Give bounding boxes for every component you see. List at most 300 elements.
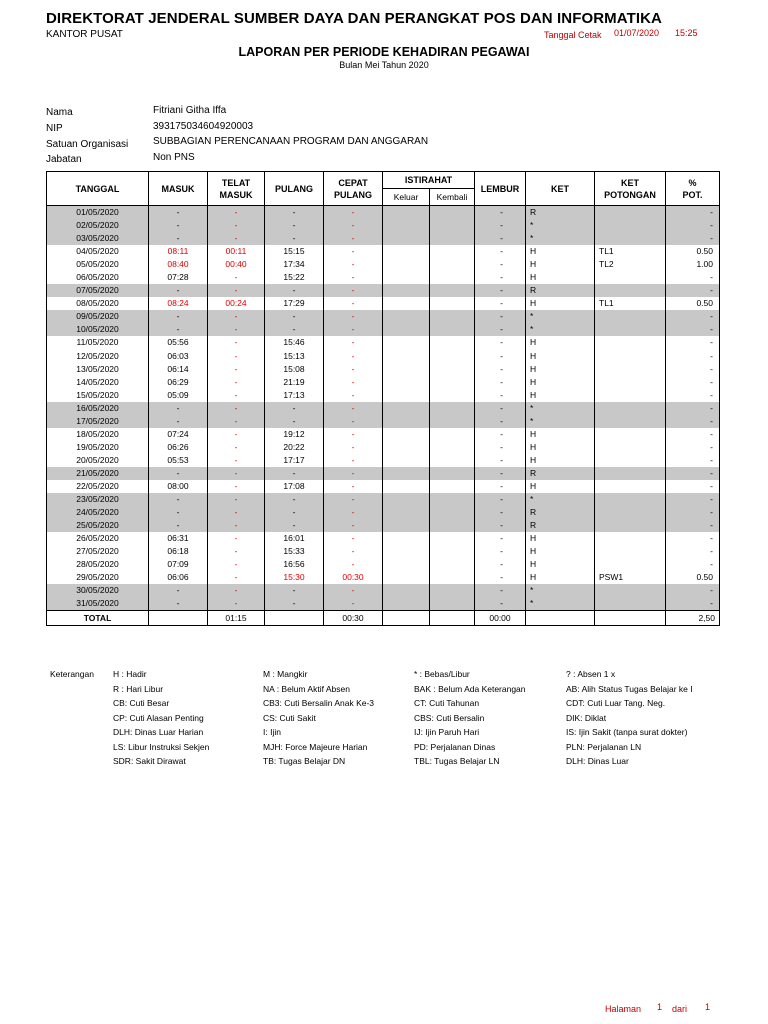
cell-ket: H: [526, 297, 595, 310]
cell-lembur: -: [475, 558, 526, 571]
cell-cepat: -: [324, 271, 383, 284]
cell-kembali: [430, 584, 475, 597]
cell-keluar: [383, 519, 430, 532]
cell-ket: H: [526, 245, 595, 258]
legend-item: PLN: Perjalanan LN: [566, 741, 642, 752]
cell-cepat: -: [324, 363, 383, 376]
legend-item: H : Hadir: [113, 669, 147, 679]
cell-lembur: -: [475, 506, 526, 519]
cell-cepat: -: [324, 519, 383, 532]
cell-kembali: [430, 571, 475, 584]
cell-cepat: -: [324, 297, 383, 310]
cell-masuk: -: [149, 323, 208, 336]
cell-keluar: [383, 232, 430, 245]
legend-item: * : Bebas/Libur: [414, 669, 470, 679]
cell-telat: -: [208, 454, 265, 467]
cell-keluar: [383, 545, 430, 558]
cell-date: 13/05/2020: [47, 363, 149, 376]
cell-lembur: -: [475, 532, 526, 545]
cell-pulang: -: [265, 597, 324, 611]
cell-pulang: 17:08: [265, 480, 324, 493]
cell-ket-potongan: [595, 402, 666, 415]
page-label: Halaman: [605, 1004, 642, 1014]
cell-kembali: [430, 376, 475, 389]
cell-ket: *: [526, 310, 595, 323]
cell-lembur: -: [475, 571, 526, 584]
cell-pot: -: [666, 219, 720, 232]
header-pot: [666, 172, 720, 206]
cell-pot: -: [666, 428, 720, 441]
cell-lembur: -: [475, 363, 526, 376]
total-pot: 2,50: [666, 611, 720, 626]
cell-pulang: -: [265, 415, 324, 428]
cell-date: 06/05/2020: [47, 271, 149, 284]
cell-date: 15/05/2020: [47, 389, 149, 402]
legend-item: ? : Absen 1 x: [566, 669, 616, 679]
cell-ket-potongan: [595, 376, 666, 389]
cell-pulang: 20:22: [265, 441, 324, 454]
cell-keluar: [383, 493, 430, 506]
total-kembali: [430, 611, 475, 626]
cell-lembur: -: [475, 271, 526, 284]
cell-pulang: 15:08: [265, 363, 324, 376]
cell-date: 03/05/2020: [47, 232, 149, 245]
cell-telat: -: [208, 376, 265, 389]
legend-title: Keterangan: [50, 669, 94, 679]
cell-pulang: -: [265, 506, 324, 519]
legend-item: R : Hari Libur: [113, 683, 164, 694]
cell-telat: -: [208, 323, 265, 336]
cell-kembali: [430, 363, 475, 376]
cell-pot: -: [666, 336, 720, 349]
cell-kembali: [430, 258, 475, 271]
legend-item: IJ: Ijin Paruh Hari: [414, 727, 480, 737]
cell-pulang: 15:13: [265, 350, 324, 363]
total-label: TOTAL: [47, 611, 149, 626]
cell-ket-potongan: TL1: [595, 245, 666, 258]
cell-ket: H: [526, 258, 595, 271]
legend-item: CP: Cuti Alasan Penting: [113, 712, 204, 723]
cell-keluar: [383, 571, 430, 584]
cell-ket-potongan: [595, 558, 666, 571]
cell-masuk: -: [149, 597, 208, 611]
cell-ket: R: [526, 284, 595, 297]
cell-pot: -: [666, 323, 720, 336]
cell-ket: H: [526, 558, 595, 571]
cell-masuk: 08:11: [149, 245, 208, 258]
cell-keluar: [383, 350, 430, 363]
cell-masuk: 06:26: [149, 441, 208, 454]
cell-lembur: -: [475, 258, 526, 271]
cell-ket: H: [526, 532, 595, 545]
cell-kembali: [430, 480, 475, 493]
cell-ket-potongan: [595, 584, 666, 597]
header-telat-masuk: TELAT MASUK: [208, 172, 265, 206]
cell-pot: -: [666, 271, 720, 284]
cell-masuk: 07:24: [149, 428, 208, 441]
cell-cepat: -: [324, 493, 383, 506]
table-row: [47, 506, 720, 519]
cell-ket-potongan: TL1: [595, 297, 666, 310]
cell-pot: -: [666, 376, 720, 389]
print-date-label: Tanggal Cetak: [544, 30, 602, 40]
cell-keluar: [383, 389, 430, 402]
cell-pot: -: [666, 402, 720, 415]
legend-item: M : Mangkir: [263, 669, 308, 679]
cell-telat: -: [208, 441, 265, 454]
cell-lembur: -: [475, 206, 526, 220]
legend-item: DLH: Dinas Luar Harian: [113, 727, 204, 737]
cell-kembali: [430, 271, 475, 284]
cell-masuk: 05:09: [149, 389, 208, 402]
cell-masuk: -: [149, 415, 208, 428]
cell-keluar: [383, 336, 430, 349]
table-row: [47, 532, 720, 545]
cell-cepat: -: [324, 415, 383, 428]
cell-cepat: -: [324, 441, 383, 454]
cell-pulang: 15:46: [265, 336, 324, 349]
cell-telat: -: [208, 350, 265, 363]
cell-pulang: -: [265, 402, 324, 415]
cell-pot: -: [666, 415, 720, 428]
cell-ket-potongan: [595, 545, 666, 558]
cell-keluar: [383, 363, 430, 376]
cell-ket-potongan: [595, 519, 666, 532]
cell-lembur: -: [475, 297, 526, 310]
page-number: 1: [657, 1002, 663, 1012]
cell-telat: -: [208, 402, 265, 415]
office-name: KANTOR PUSAT: [46, 29, 123, 40]
cell-keluar: [383, 206, 430, 220]
cell-pulang: -: [265, 206, 324, 220]
legend-item: CS: Cuti Sakit: [263, 712, 316, 723]
cell-pulang: 17:34: [265, 258, 324, 271]
cell-masuk: -: [149, 284, 208, 297]
legend-item: CDT: Cuti Luar Tang. Neg.: [566, 698, 666, 708]
total-masuk: [149, 611, 208, 626]
cell-masuk: 07:09: [149, 558, 208, 571]
total-keluar: [383, 611, 430, 626]
cell-ket: *: [526, 597, 595, 611]
cell-keluar: [383, 219, 430, 232]
cell-pulang: -: [265, 310, 324, 323]
cell-date: 25/05/2020: [47, 519, 149, 532]
table-row: [47, 363, 720, 376]
employee-position: Non PNS: [153, 152, 195, 163]
legend-item: I: Ijin: [263, 727, 281, 737]
cell-masuk: -: [149, 219, 208, 232]
print-time: 15:25: [675, 28, 698, 38]
cell-masuk: 08:40: [149, 258, 208, 271]
cell-pulang: -: [265, 219, 324, 232]
cell-keluar: [383, 558, 430, 571]
cell-lembur: -: [475, 389, 526, 402]
cell-cepat: -: [324, 545, 383, 558]
cell-pot: -: [666, 532, 720, 545]
legend-item: LS: Libur Instruksi Sekjen: [113, 741, 210, 752]
cell-ket: H: [526, 389, 595, 402]
header-pot-label: POT.: [682, 189, 703, 200]
org-title: DIREKTORAT JENDERAL SUMBER DAYA DAN PERANGKAT POS DAN INFORMATIKA: [46, 10, 662, 27]
cell-pot: -: [666, 584, 720, 597]
page-total: 1: [705, 1002, 711, 1012]
legend-item: PD: Perjalanan Dinas: [414, 741, 496, 752]
cell-pot: -: [666, 206, 720, 220]
cell-keluar: [383, 467, 430, 480]
cell-date: 09/05/2020: [47, 310, 149, 323]
cell-pulang: -: [265, 519, 324, 532]
cell-date: 18/05/2020: [47, 428, 149, 441]
table-row: [47, 519, 720, 532]
cell-lembur: -: [475, 284, 526, 297]
total-cepat: 00:30: [324, 611, 383, 626]
table-row: [47, 350, 720, 363]
header-pulang: PULANG: [265, 172, 324, 206]
cell-pulang: 16:01: [265, 532, 324, 545]
cell-lembur: -: [475, 402, 526, 415]
table-row: [47, 389, 720, 402]
cell-kembali: [430, 441, 475, 454]
cell-cepat: -: [324, 584, 383, 597]
cell-telat: -: [208, 232, 265, 245]
legend-item: DIK: Diklat: [566, 712, 607, 723]
cell-keluar: [383, 402, 430, 415]
cell-cepat: -: [324, 389, 383, 402]
cell-date: 12/05/2020: [47, 350, 149, 363]
cell-telat: -: [208, 415, 265, 428]
cell-kembali: [430, 558, 475, 571]
cell-masuk: 06:31: [149, 532, 208, 545]
cell-telat: -: [208, 532, 265, 545]
cell-ket: H: [526, 441, 595, 454]
cell-telat: 00:40: [208, 258, 265, 271]
cell-pulang: 15:30: [265, 571, 324, 584]
cell-cepat: -: [324, 258, 383, 271]
cell-cepat: -: [324, 558, 383, 571]
cell-telat: 00:24: [208, 297, 265, 310]
cell-kembali: [430, 493, 475, 506]
cell-kembali: [430, 323, 475, 336]
table-row: [47, 245, 720, 258]
cell-keluar: [383, 271, 430, 284]
cell-masuk: -: [149, 232, 208, 245]
table-row: [47, 454, 720, 467]
cell-keluar: [383, 258, 430, 271]
header-kembali: Kembali: [430, 189, 475, 206]
cell-lembur: -: [475, 584, 526, 597]
legend-item: AB: Alih Status Tugas Belajar ke I: [566, 683, 693, 694]
header-pot-percent: %: [688, 177, 697, 188]
legend-item: TBL: Tugas Belajar LN: [414, 756, 500, 766]
cell-ket-potongan: [595, 454, 666, 467]
cell-keluar: [383, 506, 430, 519]
employee-name-label: Nama: [46, 107, 73, 118]
table-row: [47, 558, 720, 571]
cell-pot: -: [666, 493, 720, 506]
cell-telat: -: [208, 597, 265, 611]
report-subtitle: Bulan Mei Tahun 2020: [339, 60, 429, 70]
cell-telat: -: [208, 558, 265, 571]
cell-masuk: 06:18: [149, 545, 208, 558]
cell-ket-potongan: [595, 493, 666, 506]
cell-telat: -: [208, 506, 265, 519]
header-ket: KET: [526, 172, 595, 206]
table-row: [47, 441, 720, 454]
cell-cepat: -: [324, 219, 383, 232]
cell-lembur: -: [475, 493, 526, 506]
employee-nip-label: NIP: [46, 123, 63, 134]
cell-ket-potongan: [595, 389, 666, 402]
cell-lembur: -: [475, 245, 526, 258]
cell-pot: -: [666, 363, 720, 376]
cell-telat: 00:11: [208, 245, 265, 258]
cell-date: 28/05/2020: [47, 558, 149, 571]
cell-cepat: -: [324, 428, 383, 441]
cell-keluar: [383, 584, 430, 597]
cell-cepat: -: [324, 454, 383, 467]
cell-ket-potongan: [595, 532, 666, 545]
cell-lembur: -: [475, 310, 526, 323]
cell-pulang: 21:19: [265, 376, 324, 389]
cell-cepat: -: [324, 310, 383, 323]
cell-ket: H: [526, 428, 595, 441]
cell-masuk: -: [149, 493, 208, 506]
cell-masuk: 05:56: [149, 336, 208, 349]
cell-lembur: -: [475, 441, 526, 454]
cell-telat: -: [208, 284, 265, 297]
cell-lembur: -: [475, 376, 526, 389]
cell-pot: -: [666, 441, 720, 454]
table-row: [47, 402, 720, 415]
cell-lembur: -: [475, 519, 526, 532]
employee-name: Fitriani Githa Iffa: [153, 105, 227, 116]
cell-lembur: -: [475, 350, 526, 363]
cell-pot: -: [666, 545, 720, 558]
cell-kembali: [430, 402, 475, 415]
cell-pot: -: [666, 350, 720, 363]
cell-masuk: -: [149, 206, 208, 220]
table-row: [47, 597, 720, 611]
cell-cepat: -: [324, 376, 383, 389]
cell-masuk: -: [149, 402, 208, 415]
cell-keluar: [383, 441, 430, 454]
cell-masuk: -: [149, 467, 208, 480]
table-row: [47, 271, 720, 284]
table-row: [47, 584, 720, 597]
cell-date: 07/05/2020: [47, 284, 149, 297]
cell-ket: H: [526, 350, 595, 363]
cell-lembur: -: [475, 454, 526, 467]
cell-date: 24/05/2020: [47, 506, 149, 519]
cell-pulang: -: [265, 323, 324, 336]
cell-ket: *: [526, 323, 595, 336]
legend-item: CB: Cuti Besar: [113, 698, 170, 708]
cell-keluar: [383, 532, 430, 545]
table-row: [47, 415, 720, 428]
cell-kembali: [430, 545, 475, 558]
cell-ket: H: [526, 571, 595, 584]
attendance-table: [46, 171, 720, 626]
cell-lembur: -: [475, 232, 526, 245]
cell-cepat: -: [324, 232, 383, 245]
header-lembur: LEMBUR: [475, 172, 526, 206]
cell-masuk: 08:00: [149, 480, 208, 493]
cell-ket: H: [526, 376, 595, 389]
cell-keluar: [383, 454, 430, 467]
attendance-rows: [47, 206, 720, 611]
cell-kembali: [430, 245, 475, 258]
cell-kembali: [430, 454, 475, 467]
cell-masuk: 06:29: [149, 376, 208, 389]
cell-ket-potongan: [595, 310, 666, 323]
cell-lembur: -: [475, 415, 526, 428]
cell-telat: -: [208, 271, 265, 284]
cell-lembur: -: [475, 467, 526, 480]
legend-item: MJH: Force Majeure Harian: [263, 741, 368, 752]
cell-date: 16/05/2020: [47, 402, 149, 415]
header-keluar: Keluar: [383, 189, 430, 206]
employee-position-label: Jabatan: [46, 154, 82, 165]
cell-lembur: -: [475, 219, 526, 232]
table-row: [47, 480, 720, 493]
cell-pulang: 15:33: [265, 545, 324, 558]
cell-ket-potongan: PSW1: [595, 571, 666, 584]
total-ket-potongan: [595, 611, 666, 626]
employee-org: SUBBAGIAN PERENCANAAN PROGRAM DAN ANGGARAN: [153, 136, 429, 147]
total-telat: 01:15: [208, 611, 265, 626]
table-row: [47, 493, 720, 506]
table-row: [47, 571, 720, 584]
cell-pulang: -: [265, 493, 324, 506]
cell-date: 05/05/2020: [47, 258, 149, 271]
legend-item: TB: Tugas Belajar DN: [263, 756, 346, 766]
cell-pulang: -: [265, 232, 324, 245]
cell-pulang: 16:56: [265, 558, 324, 571]
cell-keluar: [383, 310, 430, 323]
cell-pot: -: [666, 558, 720, 571]
cell-ket: *: [526, 493, 595, 506]
cell-pot: -: [666, 310, 720, 323]
cell-kembali: [430, 350, 475, 363]
table-row: [47, 258, 720, 271]
cell-date: 31/05/2020: [47, 597, 149, 611]
cell-pulang: -: [265, 467, 324, 480]
cell-masuk: 06:06: [149, 571, 208, 584]
cell-cepat: -: [324, 467, 383, 480]
cell-lembur: -: [475, 428, 526, 441]
cell-keluar: [383, 597, 430, 611]
cell-pot: 1.00: [666, 258, 720, 271]
cell-date: 14/05/2020: [47, 376, 149, 389]
cell-masuk: 06:03: [149, 350, 208, 363]
cell-date: 02/05/2020: [47, 219, 149, 232]
cell-ket-potongan: [595, 415, 666, 428]
header-istirahat: ISTIRAHAT: [383, 172, 475, 189]
cell-cepat: -: [324, 532, 383, 545]
cell-telat: -: [208, 336, 265, 349]
cell-date: 10/05/2020: [47, 323, 149, 336]
cell-kembali: [430, 519, 475, 532]
cell-kembali: [430, 336, 475, 349]
cell-cepat: -: [324, 506, 383, 519]
cell-pulang: 17:17: [265, 454, 324, 467]
cell-pulang: 17:13: [265, 389, 324, 402]
cell-ket-potongan: [595, 232, 666, 245]
cell-kembali: [430, 467, 475, 480]
cell-telat: -: [208, 584, 265, 597]
cell-pot: -: [666, 506, 720, 519]
legend-item: BAK : Belum Ada Keterangan: [414, 683, 526, 694]
